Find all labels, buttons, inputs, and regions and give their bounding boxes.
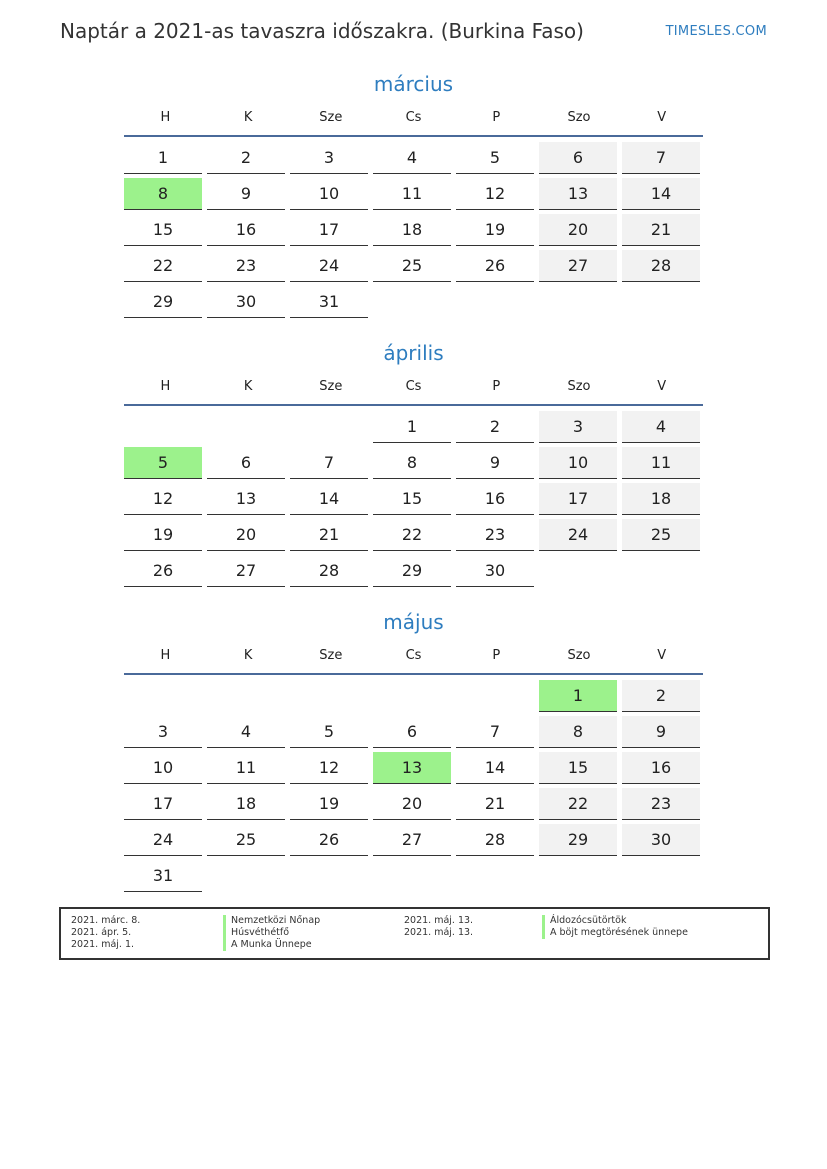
day-cell[interactable]: 19	[456, 214, 534, 246]
legend-holiday-name: Húsvéthétfő	[223, 927, 320, 939]
weekday-header	[124, 101, 703, 137]
day-cell[interactable]: 8	[539, 716, 617, 748]
day-cell[interactable]: 7	[456, 716, 534, 748]
day-cell[interactable]: 28	[290, 555, 368, 587]
week-row	[124, 752, 703, 788]
weekday-label: V	[657, 110, 667, 125]
day-cell[interactable]: 3	[290, 142, 368, 174]
day-cell[interactable]: 21	[456, 788, 534, 820]
empty-day-cell	[456, 860, 534, 891]
empty-day-cell	[539, 286, 617, 317]
day-cell[interactable]: 28	[622, 250, 700, 282]
weekday-label: H	[160, 110, 171, 125]
day-cell[interactable]: 18	[622, 483, 700, 515]
day-cell[interactable]: 6	[373, 716, 451, 748]
day-cell[interactable]: 1	[373, 411, 451, 443]
empty-day-cell	[622, 860, 700, 891]
day-cell[interactable]: 28	[456, 824, 534, 856]
empty-day-cell	[207, 411, 285, 442]
weekday-header	[124, 639, 703, 675]
day-cell[interactable]: 12	[124, 483, 202, 515]
day-cell[interactable]: 3	[539, 411, 617, 443]
day-cell[interactable]: 13	[539, 178, 617, 210]
weekday-label: Cs	[405, 379, 422, 394]
empty-day-cell	[373, 286, 451, 317]
day-cell[interactable]: 23	[456, 519, 534, 551]
day-cell[interactable]: 11	[207, 752, 285, 784]
weekday-label: Sze	[319, 379, 343, 394]
month-name: március	[373, 72, 454, 96]
weekday-header	[124, 370, 703, 406]
day-cell[interactable]: 17	[290, 214, 368, 246]
day-cell[interactable]: 5	[290, 716, 368, 748]
weekday-label: Szo	[567, 379, 591, 394]
empty-day-cell	[456, 286, 534, 317]
day-cell[interactable]: 29	[539, 824, 617, 856]
day-cell[interactable]: 20	[539, 214, 617, 246]
day-cell[interactable]: 26	[456, 250, 534, 282]
empty-day-cell	[539, 555, 617, 586]
legend-names-left	[223, 915, 320, 951]
weekday-label: Sze	[319, 648, 343, 663]
day-cell[interactable]: 26	[290, 824, 368, 856]
weekday-label: K	[243, 110, 253, 125]
day-cell[interactable]: 23	[622, 788, 700, 820]
day-cell[interactable]: 13	[373, 752, 451, 784]
week-row	[124, 824, 703, 860]
day-cell[interactable]: 15	[124, 214, 202, 246]
week-row	[124, 447, 703, 483]
day-cell[interactable]: 9	[622, 716, 700, 748]
day-cell[interactable]: 26	[124, 555, 202, 587]
day-cell[interactable]: 21	[622, 214, 700, 246]
day-cell[interactable]: 8	[124, 178, 202, 210]
day-cell[interactable]: 4	[373, 142, 451, 174]
week-row	[124, 250, 703, 286]
day-cell[interactable]: 10	[539, 447, 617, 479]
legend-date: 2021. máj. 13.	[404, 927, 474, 938]
brand-logo-text[interactable]: TIMESLES.COM	[665, 24, 767, 39]
empty-day-cell	[124, 680, 202, 711]
holiday-legend	[59, 907, 770, 960]
day-cell[interactable]: 25	[622, 519, 700, 551]
empty-day-cell	[290, 680, 368, 711]
legend-dates-right	[404, 915, 473, 939]
day-cell[interactable]: 27	[373, 824, 451, 856]
day-cell[interactable]: 10	[290, 178, 368, 210]
empty-day-cell	[207, 680, 285, 711]
day-cell[interactable]: 25	[207, 824, 285, 856]
day-cell[interactable]: 14	[290, 483, 368, 515]
legend-date: 2021. máj. 1.	[71, 939, 135, 950]
day-cell[interactable]: 20	[207, 519, 285, 551]
day-cell[interactable]: 21	[290, 519, 368, 551]
empty-day-cell	[622, 286, 700, 317]
day-cell[interactable]: 13	[207, 483, 285, 515]
day-cell[interactable]: 17	[539, 483, 617, 515]
empty-day-cell	[290, 411, 368, 442]
day-cell[interactable]: 23	[207, 250, 285, 282]
day-cell[interactable]: 27	[207, 555, 285, 587]
day-cell[interactable]: 12	[456, 178, 534, 210]
day-cell[interactable]: 15	[539, 752, 617, 784]
day-cell[interactable]: 17	[124, 788, 202, 820]
page-title: Naptár a 2021-as tavaszra időszakra. (Burkina Faso)	[60, 19, 584, 43]
empty-day-cell	[207, 860, 285, 891]
empty-day-cell	[373, 680, 451, 711]
week-row	[124, 286, 703, 322]
day-cell[interactable]: 22	[373, 519, 451, 551]
day-cell[interactable]: 18	[207, 788, 285, 820]
day-cell[interactable]: 18	[373, 214, 451, 246]
legend-date: 2021. márc. 8.	[71, 915, 141, 926]
day-cell[interactable]: 3	[124, 716, 202, 748]
legend-holiday-name: Áldozócsütörtök	[542, 915, 688, 927]
week-row	[124, 411, 703, 447]
weekday-label: K	[243, 648, 253, 663]
day-cell[interactable]: 16	[456, 483, 534, 515]
day-cell[interactable]: 29	[124, 286, 202, 318]
day-cell[interactable]: 6	[207, 447, 285, 479]
week-row	[124, 788, 703, 824]
weekday-label: Szo	[567, 648, 591, 663]
legend-names-right	[542, 915, 688, 939]
day-cell[interactable]: 11	[373, 178, 451, 210]
day-cell[interactable]: 19	[124, 519, 202, 551]
empty-day-cell	[290, 860, 368, 891]
legend-holiday-name: Nemzetközi Nőnap	[223, 915, 320, 927]
legend-holiday-name: A Munka Ünnepe	[223, 939, 320, 951]
day-cell[interactable]: 16	[622, 752, 700, 784]
day-cell[interactable]: 24	[539, 519, 617, 551]
day-cell[interactable]: 27	[539, 250, 617, 282]
day-cell[interactable]: 30	[622, 824, 700, 856]
week-row	[124, 142, 703, 178]
day-cell[interactable]: 10	[124, 752, 202, 784]
day-cell[interactable]: 30	[207, 286, 285, 318]
weekday-label: H	[160, 379, 171, 394]
legend-dates-left	[71, 915, 140, 951]
week-row	[124, 716, 703, 752]
day-cell[interactable]: 5	[456, 142, 534, 174]
legend-holiday-name: A böjt megtörésének ünnepe	[542, 927, 688, 939]
weekday-label: V	[657, 648, 667, 663]
month-calendar	[124, 70, 703, 322]
day-cell[interactable]: 2	[622, 680, 700, 712]
day-cell[interactable]: 14	[456, 752, 534, 784]
legend-date: 2021. máj. 13.	[404, 915, 474, 926]
day-cell[interactable]: 16	[207, 214, 285, 246]
weekday-label: Cs	[405, 110, 422, 125]
day-cell[interactable]: 4	[207, 716, 285, 748]
weekday-label: P	[492, 379, 501, 394]
day-cell[interactable]: 20	[373, 788, 451, 820]
week-row	[124, 178, 703, 214]
day-cell[interactable]: 31	[290, 286, 368, 318]
day-cell[interactable]: 22	[124, 250, 202, 282]
week-row	[124, 214, 703, 250]
weekday-label: H	[160, 648, 171, 663]
month-calendar	[124, 339, 703, 591]
day-cell[interactable]: 22	[539, 788, 617, 820]
empty-day-cell	[124, 411, 202, 442]
month-name: május	[383, 610, 444, 634]
day-cell[interactable]: 2	[207, 142, 285, 174]
month-name: április	[383, 341, 444, 365]
day-cell[interactable]: 2	[456, 411, 534, 443]
day-cell[interactable]: 24	[290, 250, 368, 282]
weekday-label: Cs	[405, 648, 422, 663]
day-cell[interactable]: 8	[373, 447, 451, 479]
weekday-label: Sze	[319, 110, 343, 125]
weekday-label: P	[492, 110, 501, 125]
empty-day-cell	[373, 860, 451, 891]
week-row	[124, 555, 703, 591]
day-cell[interactable]: 31	[124, 860, 202, 892]
week-row	[124, 483, 703, 519]
day-cell[interactable]: 15	[373, 483, 451, 515]
day-cell[interactable]: 7	[290, 447, 368, 479]
empty-day-cell	[539, 860, 617, 891]
week-row	[124, 860, 703, 896]
day-cell[interactable]: 5	[124, 447, 202, 479]
day-cell[interactable]: 9	[207, 178, 285, 210]
day-cell[interactable]: 29	[373, 555, 451, 587]
day-cell[interactable]: 7	[622, 142, 700, 174]
weekday-label: P	[492, 648, 501, 663]
day-cell[interactable]: 6	[539, 142, 617, 174]
day-cell[interactable]: 1	[124, 142, 202, 174]
day-cell[interactable]: 24	[124, 824, 202, 856]
day-cell[interactable]: 25	[373, 250, 451, 282]
day-cell[interactable]: 1	[539, 680, 617, 712]
day-cell[interactable]: 9	[456, 447, 534, 479]
day-cell[interactable]: 12	[290, 752, 368, 784]
weekday-label: V	[657, 379, 667, 394]
day-cell[interactable]: 11	[622, 447, 700, 479]
weekday-label: Szo	[567, 110, 591, 125]
empty-day-cell	[456, 680, 534, 711]
weekday-label: K	[243, 379, 253, 394]
day-cell[interactable]: 30	[456, 555, 534, 587]
month-calendar	[124, 608, 703, 896]
legend-date: 2021. ápr. 5.	[71, 927, 132, 938]
week-row	[124, 519, 703, 555]
day-cell[interactable]: 14	[622, 178, 700, 210]
day-cell[interactable]: 4	[622, 411, 700, 443]
week-row	[124, 680, 703, 716]
empty-day-cell	[622, 555, 700, 586]
day-cell[interactable]: 19	[290, 788, 368, 820]
